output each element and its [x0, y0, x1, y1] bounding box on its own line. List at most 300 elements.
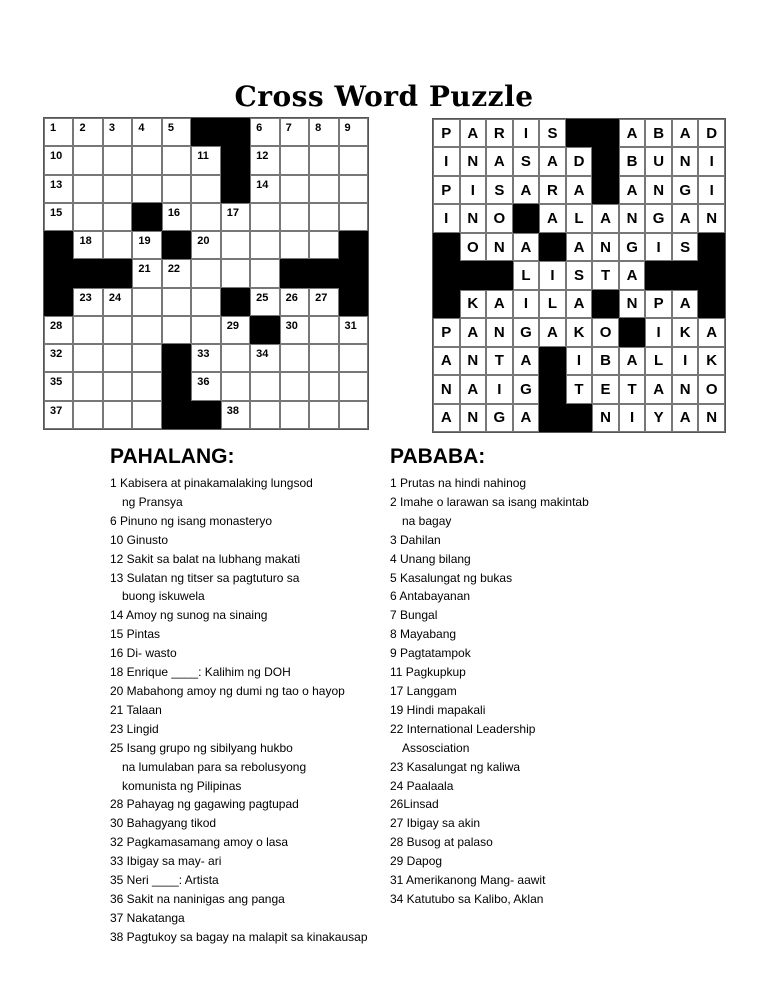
clue-text: 1 Prutas na hindi nahinog	[390, 476, 527, 490]
grid-cell[interactable]	[250, 118, 279, 146]
grid-cell[interactable]	[339, 118, 368, 146]
answer-cell	[645, 233, 672, 261]
answer-cell	[486, 147, 513, 175]
answer-cell	[486, 375, 513, 403]
answer-letter: N	[706, 409, 718, 427]
clue-item	[110, 531, 390, 550]
grid-cell[interactable]	[103, 231, 132, 259]
answer-cell	[513, 261, 540, 289]
answer-letter: N	[467, 409, 479, 427]
answer-cell	[619, 233, 646, 261]
clue-text: 8 Mayabang	[390, 627, 457, 642]
answer-cell	[698, 176, 725, 204]
answer-cell	[433, 375, 460, 403]
answer-cell	[513, 290, 540, 318]
answer-cell	[619, 375, 646, 403]
cell-number: 11	[197, 150, 209, 163]
cell-number: 7	[285, 122, 292, 134]
answer-cell	[539, 261, 566, 289]
answer-letter: A	[467, 124, 479, 142]
answer-cell	[460, 233, 487, 261]
grid-cell[interactable]	[309, 316, 338, 344]
grid-cell[interactable]	[250, 401, 279, 429]
grid-cell[interactable]	[73, 316, 102, 344]
answer-cell	[433, 176, 460, 204]
grid-cell[interactable]	[162, 175, 191, 203]
clue-item	[390, 625, 650, 644]
black-cell	[162, 372, 191, 400]
cell-number: 23	[79, 291, 92, 304]
answer-letter: T	[627, 380, 637, 398]
answer-cell	[619, 404, 646, 432]
clue-text: 28 Pahayag ng gagawing pagtupad	[110, 797, 299, 812]
black-cell	[539, 404, 566, 432]
grid-cell[interactable]	[44, 146, 73, 174]
clue-item	[110, 814, 390, 833]
grid-cell[interactable]	[221, 344, 250, 372]
clue-text: 32 Pagkamasamang amoy o lasa	[110, 835, 289, 850]
cell-number: 4	[138, 122, 145, 134]
answer-cell	[672, 404, 699, 432]
across-clue-list	[110, 474, 390, 947]
answer-cell	[539, 147, 566, 175]
answer-cell	[672, 204, 699, 232]
answer-letter: I	[683, 352, 688, 370]
black-cell	[698, 290, 725, 318]
grid-cell[interactable]	[103, 372, 132, 400]
black-cell	[566, 404, 593, 432]
answer-cell	[460, 404, 487, 432]
clue-item	[390, 493, 650, 531]
answer-cell	[592, 318, 619, 346]
grid-cell[interactable]	[250, 175, 279, 203]
grid-cell[interactable]	[44, 316, 73, 344]
grid-cell[interactable]	[280, 146, 309, 174]
answer-letter: G	[652, 210, 665, 228]
cell-number: 2	[79, 122, 86, 134]
clue-continuation: na bagay	[402, 513, 452, 528]
grid-cell[interactable]	[103, 146, 132, 174]
black-cell	[433, 261, 460, 289]
grid-cell[interactable]	[339, 401, 368, 429]
answer-letter: N	[626, 210, 638, 228]
grid-cell[interactable]	[339, 344, 368, 372]
grid-cell[interactable]	[191, 259, 220, 287]
grid-cell[interactable]	[280, 401, 309, 429]
answer-cell	[460, 318, 487, 346]
answer-cell	[566, 290, 593, 318]
clue-text: 34 Katutubo sa Kalibo, Aklan	[390, 891, 544, 906]
grid-cell[interactable]	[280, 118, 309, 146]
answer-cell	[513, 176, 540, 204]
clue-item	[110, 739, 390, 796]
clue-text: 25 Isang grupo ng sibilyang hukbo	[110, 740, 293, 755]
answer-letter: A	[520, 352, 532, 370]
answer-letter: I	[576, 352, 582, 370]
answer-cell	[460, 119, 487, 147]
grid-cell[interactable]	[339, 316, 368, 344]
clue-text: 13 Sulatan ng titser sa pagtuturo sa	[110, 570, 300, 585]
answer-letter: I	[550, 266, 555, 284]
clue-text: 35 Neri ____: Artista	[110, 873, 219, 888]
answer-letter: A	[467, 323, 479, 341]
answer-letter: I	[497, 380, 502, 398]
answer-cell	[619, 176, 646, 204]
answer-letter: A	[679, 409, 691, 427]
grid-cell[interactable]	[221, 203, 250, 231]
answer-cell	[645, 176, 672, 204]
answer-cell	[486, 404, 513, 432]
answer-cell	[645, 375, 672, 403]
grid-cell[interactable]	[44, 401, 73, 429]
grid-cell[interactable]	[250, 203, 279, 231]
answer-letter: S	[680, 238, 691, 256]
grid-cell[interactable]	[309, 231, 338, 259]
black-cell	[191, 401, 220, 429]
cell-number: 17	[226, 206, 239, 219]
answer-cell	[566, 233, 593, 261]
clue-text: 16 Di- wasto	[110, 646, 177, 661]
grid-cell[interactable]	[73, 175, 102, 203]
clue-text: 11 Pagkupkup	[390, 665, 466, 680]
clue-text: 31 Amerikanong Mang- aawit	[390, 873, 546, 888]
black-cell	[250, 316, 279, 344]
grid-cell[interactable]	[191, 231, 220, 259]
grid-cell[interactable]	[162, 146, 191, 174]
grid-cell[interactable]	[309, 344, 338, 372]
clue-item	[390, 852, 650, 871]
black-cell	[309, 259, 338, 287]
cell-number: 24	[108, 291, 122, 304]
grid-cell[interactable]	[309, 175, 338, 203]
cell-number: 35	[50, 376, 63, 389]
clue-item	[110, 909, 390, 928]
grid-cell[interactable]	[73, 146, 102, 174]
clue-text: 36 Sakit na naninigas ang panga	[110, 891, 285, 906]
answer-cell	[433, 404, 460, 432]
grid-cell[interactable]	[132, 231, 161, 259]
grid-cell[interactable]	[280, 288, 309, 316]
clue-text: 30 Bahagyang tikod	[110, 816, 217, 831]
grid-cell[interactable]	[73, 118, 102, 146]
answer-letter: N	[600, 409, 611, 427]
across-clues	[110, 444, 390, 947]
clue-text: 12 Sakit sa balat na lubhang makati	[110, 551, 301, 566]
grid-cell[interactable]	[280, 316, 309, 344]
clue-item	[110, 682, 390, 701]
clue-item	[390, 587, 650, 606]
answer-cell	[672, 176, 699, 204]
answer-letter: A	[440, 352, 452, 370]
grid-cell[interactable]	[250, 344, 279, 372]
answer-letter: N	[467, 210, 479, 228]
answer-letter: S	[494, 181, 505, 199]
grid-cell[interactable]	[103, 203, 132, 231]
cell-number: 6	[256, 122, 263, 134]
answer-letter: A	[653, 380, 665, 398]
answer-letter: N	[626, 295, 638, 313]
black-cell	[566, 119, 593, 147]
grid-cell[interactable]	[162, 259, 191, 287]
grid-cell[interactable]	[191, 372, 220, 400]
answer-letter: N	[467, 153, 479, 171]
across-heading: PAHALANG:	[110, 445, 235, 468]
answer-letter: L	[547, 295, 558, 313]
clue-text: 4 Unang bilang	[390, 551, 471, 566]
answer-letter: R	[493, 124, 505, 142]
grid-cell[interactable]	[250, 259, 279, 287]
answer-letter: A	[547, 153, 558, 171]
answer-letter: P	[441, 323, 452, 341]
answer-cell	[539, 290, 566, 318]
clue-item	[110, 701, 390, 720]
answer-cell	[645, 318, 672, 346]
cell-number: 33	[197, 348, 210, 361]
grid-cell[interactable]	[191, 175, 220, 203]
answer-cell	[619, 290, 646, 318]
black-cell	[698, 261, 725, 289]
grid-cell[interactable]	[44, 344, 73, 372]
grid-cell[interactable]	[309, 288, 338, 316]
black-cell	[221, 175, 250, 203]
cell-number: 32	[50, 348, 63, 361]
answer-letter: I	[470, 181, 475, 199]
grid-cell[interactable]	[280, 175, 309, 203]
black-cell	[592, 119, 619, 147]
clue-item	[390, 531, 650, 550]
answer-cell	[460, 147, 487, 175]
answer-cell	[698, 404, 725, 432]
page-title: Cross Word Puzzle	[234, 80, 534, 113]
black-cell	[592, 176, 619, 204]
grid-cell[interactable]	[309, 146, 338, 174]
answer-cell	[672, 233, 699, 261]
clue-text: 24 Paalaala	[390, 778, 454, 793]
grid-cell[interactable]	[309, 203, 338, 231]
black-cell	[433, 290, 460, 318]
clue-text: 2 Imahe o larawan sa isang makintab	[390, 494, 589, 509]
answer-letter: G	[679, 181, 692, 199]
black-cell	[44, 231, 73, 259]
grid-cell[interactable]	[132, 288, 161, 316]
grid-cell[interactable]	[132, 344, 161, 372]
grid-cell[interactable]	[103, 118, 132, 146]
grid-cell[interactable]	[44, 175, 73, 203]
answer-cell	[486, 347, 513, 375]
grid-cell[interactable]	[103, 316, 132, 344]
cell-number: 25	[256, 291, 269, 304]
grid-cell[interactable]	[73, 231, 102, 259]
clue-item	[110, 890, 390, 909]
cell-number: 28	[50, 319, 63, 332]
answer-cell	[513, 404, 540, 432]
grid-cell[interactable]	[339, 175, 368, 203]
answer-cell	[672, 318, 699, 346]
answer-cell	[645, 347, 672, 375]
answer-cell	[566, 347, 593, 375]
clue-item	[390, 644, 650, 663]
answer-letter: G	[493, 409, 506, 427]
clue-item	[390, 701, 650, 720]
grid-cell[interactable]	[280, 231, 309, 259]
clue-text: 3 Dahilan	[390, 532, 441, 547]
grid-cell[interactable]	[191, 344, 220, 372]
answer-cell	[566, 147, 593, 175]
black-cell	[280, 259, 309, 287]
clue-item	[390, 814, 650, 833]
clue-text: 9 Pagtatampok	[390, 646, 471, 661]
answer-letter: A	[626, 352, 638, 370]
grid-cell[interactable]	[280, 372, 309, 400]
grid-cell[interactable]	[221, 401, 250, 429]
grid-cell[interactable]	[132, 118, 161, 146]
answer-letter: O	[493, 210, 506, 228]
grid-cell[interactable]	[103, 344, 132, 372]
clue-item	[390, 663, 650, 682]
grid-cell[interactable]	[250, 231, 279, 259]
answer-cell	[433, 147, 460, 175]
grid-cell[interactable]	[221, 316, 250, 344]
grid-cell[interactable]	[162, 118, 191, 146]
grid-cell[interactable]	[339, 146, 368, 174]
answer-cell	[592, 404, 619, 432]
answer-letter: A	[520, 181, 532, 199]
black-cell	[44, 259, 73, 287]
clue-continuation: na lumulaban para sa rebolusyong	[122, 759, 307, 774]
grid-cell[interactable]	[191, 288, 220, 316]
grid-cell[interactable]	[44, 118, 73, 146]
grid-cell[interactable]	[103, 175, 132, 203]
answer-letter: K	[706, 352, 718, 370]
grid-cell[interactable]	[73, 344, 102, 372]
answer-letter: A	[706, 323, 718, 341]
grid-cell[interactable]	[162, 203, 191, 231]
clue-text: 17 Langgam	[390, 683, 457, 698]
grid-cell[interactable]	[221, 231, 250, 259]
grid-cell[interactable]	[73, 401, 102, 429]
clue-item	[110, 833, 390, 852]
answer-cell	[698, 204, 725, 232]
grid-cell[interactable]	[73, 288, 102, 316]
answer-letter: I	[444, 153, 449, 171]
clue-item	[110, 625, 390, 644]
answer-cell	[698, 347, 725, 375]
grid-cell[interactable]	[73, 203, 102, 231]
answer-letter: K	[467, 295, 479, 313]
answer-cell	[513, 318, 540, 346]
answer-letter: I	[656, 238, 661, 256]
grid-cell[interactable]	[280, 203, 309, 231]
grid-cell[interactable]	[162, 316, 191, 344]
answer-cell	[460, 347, 487, 375]
answer-cell	[698, 318, 725, 346]
answer-letter: B	[653, 124, 665, 142]
cell-number: 10	[50, 150, 63, 163]
grid-cell[interactable]	[221, 372, 250, 400]
grid-cell[interactable]	[103, 288, 132, 316]
grid-cell[interactable]	[103, 401, 132, 429]
answer-cell	[645, 204, 672, 232]
cell-number: 8	[315, 122, 322, 134]
grid-cell[interactable]	[280, 344, 309, 372]
black-cell	[162, 231, 191, 259]
grid-cell[interactable]	[309, 401, 338, 429]
cell-number: 14	[256, 178, 269, 191]
answer-cell	[486, 290, 513, 318]
grid-cell[interactable]	[132, 175, 161, 203]
answer-cell	[513, 147, 540, 175]
answer-letter: B	[600, 352, 611, 370]
clue-text: 19 Hindi mapakali	[390, 702, 486, 717]
answer-cell	[539, 204, 566, 232]
grid-cell[interactable]	[162, 288, 191, 316]
answer-cell	[672, 147, 699, 175]
clue-text: 28 Busog at palaso	[390, 835, 493, 850]
answer-letter: A	[600, 210, 611, 228]
grid-cell[interactable]	[250, 146, 279, 174]
grid-cell[interactable]	[132, 401, 161, 429]
grid-cell[interactable]	[44, 203, 73, 231]
grid-cell[interactable]	[132, 316, 161, 344]
answer-cell	[486, 233, 513, 261]
answer-letter: L	[574, 210, 584, 228]
grid-cell[interactable]	[309, 118, 338, 146]
answer-letter: A	[679, 295, 691, 313]
answer-letter: P	[653, 295, 664, 313]
grid-cell[interactable]	[73, 372, 102, 400]
answer-cell	[433, 318, 460, 346]
answer-letter: I	[523, 295, 528, 313]
grid-cell[interactable]	[132, 259, 161, 287]
black-cell	[162, 401, 191, 429]
grid-cell[interactable]	[191, 146, 220, 174]
grid-cell[interactable]	[339, 203, 368, 231]
grid-cell[interactable]	[191, 203, 220, 231]
black-cell	[221, 118, 250, 146]
answer-cell	[619, 119, 646, 147]
answer-letter: I	[709, 181, 714, 199]
grid-cell[interactable]	[339, 372, 368, 400]
clue-item	[110, 663, 390, 682]
black-cell	[645, 261, 672, 289]
clue-item	[390, 682, 650, 701]
clue-item	[110, 928, 390, 947]
answer-cell	[672, 290, 699, 318]
grid-cell[interactable]	[132, 146, 161, 174]
grid-cell[interactable]	[250, 288, 279, 316]
grid-cell[interactable]	[250, 372, 279, 400]
cell-number: 9	[344, 122, 351, 134]
grid-cell[interactable]	[221, 259, 250, 287]
answer-letter: N	[706, 210, 718, 228]
black-cell	[162, 344, 191, 372]
answer-cell	[592, 233, 619, 261]
answer-letter: G	[520, 323, 532, 341]
clue-text: 1 Kabisera at pinakamalaking lungsod	[110, 476, 313, 490]
clue-text: 23 Lingid	[110, 721, 159, 736]
grid-cell[interactable]	[44, 372, 73, 400]
answer-letter: I	[709, 153, 714, 171]
answer-letter: N	[493, 323, 505, 341]
answer-letter: K	[679, 323, 691, 341]
cell-number: 16	[167, 206, 181, 219]
grid-cell[interactable]	[132, 372, 161, 400]
answer-letter: D	[573, 153, 585, 171]
grid-cell[interactable]	[309, 372, 338, 400]
answer-cell	[539, 176, 566, 204]
answer-letter: A	[440, 409, 452, 427]
grid-cell[interactable]	[191, 316, 220, 344]
